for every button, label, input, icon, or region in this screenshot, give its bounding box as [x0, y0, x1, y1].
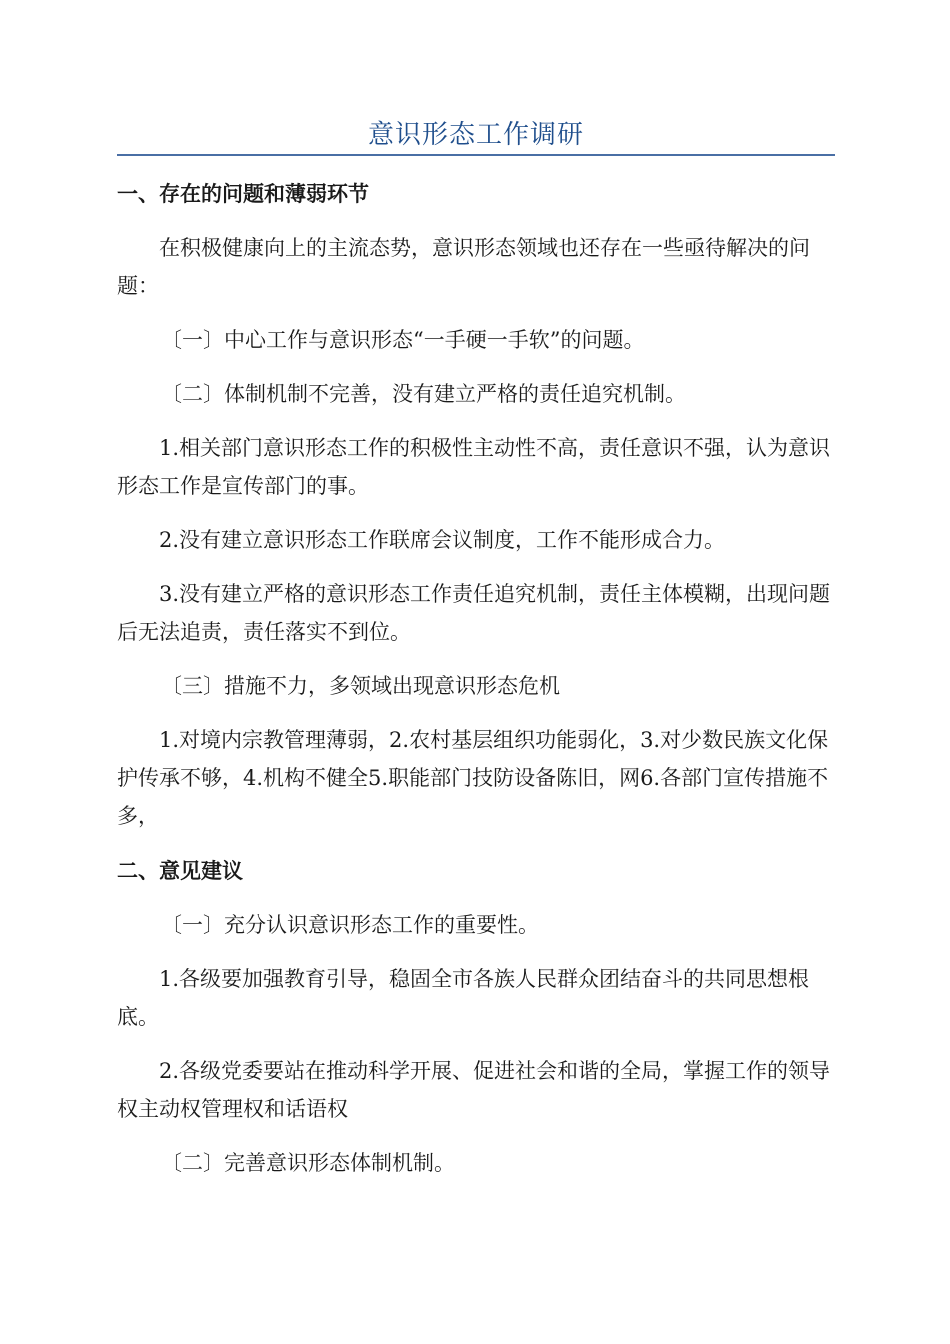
suggestion-item-1-point-2: 2.各级党委要站在推动科学开展、促进社会和谐的全局，掌握工作的领导权主动权管理权和话语权 [117, 1059, 831, 1121]
problem-item-1: 〔一〕中心工作与意识形态“一手硬一手软”的问题。 [161, 328, 645, 352]
section-heading-suggestions: 二、意见建议 [117, 858, 243, 883]
problems-intro-paragraph: 在积极健康向上的主流态势，意识形态领域也还存在一些亟待解决的问题： [117, 236, 810, 298]
suggestion-item-2: 〔二〕完善意识形态体制机制。 [161, 1151, 455, 1175]
document-title: 意识形态工作调研 [367, 120, 584, 150]
suggestion-item-1: 〔一〕充分认识意识形态工作的重要性。 [161, 913, 539, 937]
problem-item-2-point-3: 3.没有建立严格的意识形态工作责任追究机制，责任主体模糊，出现问题后无法追责，责任落实不到位。 [117, 582, 831, 644]
title-underline [117, 154, 835, 156]
problem-item-3: 〔三〕措施不力，多领域出现意识形态危机 [161, 674, 560, 698]
section-heading-problems: 一、存在的问题和薄弱环节 [117, 181, 369, 206]
problem-item-2: 〔二〕体制机制不完善，没有建立严格的责任追究机制。 [161, 382, 686, 406]
problem-item-3-point-1: 1.对境内宗教管理薄弱，2.农村基层组织功能弱化，3.对少数民族文化保护传承不够，4.机构不健全5.职能部门技防设备陈旧，网6.各部门宣传措施不多， [117, 728, 829, 828]
suggestion-item-1-point-1: 1.各级要加强教育引导，稳固全市各族人民群众团结奋斗的共同思想根底。 [117, 967, 810, 1029]
problem-item-2-point-1: 1.相关部门意识形态工作的积极性主动性不高，责任意识不强，认为意识形态工作是宣传部门的事。 [117, 436, 831, 498]
problem-item-2-point-2: 2.没有建立意识形态工作联席会议制度，工作不能形成合力。 [159, 528, 726, 552]
